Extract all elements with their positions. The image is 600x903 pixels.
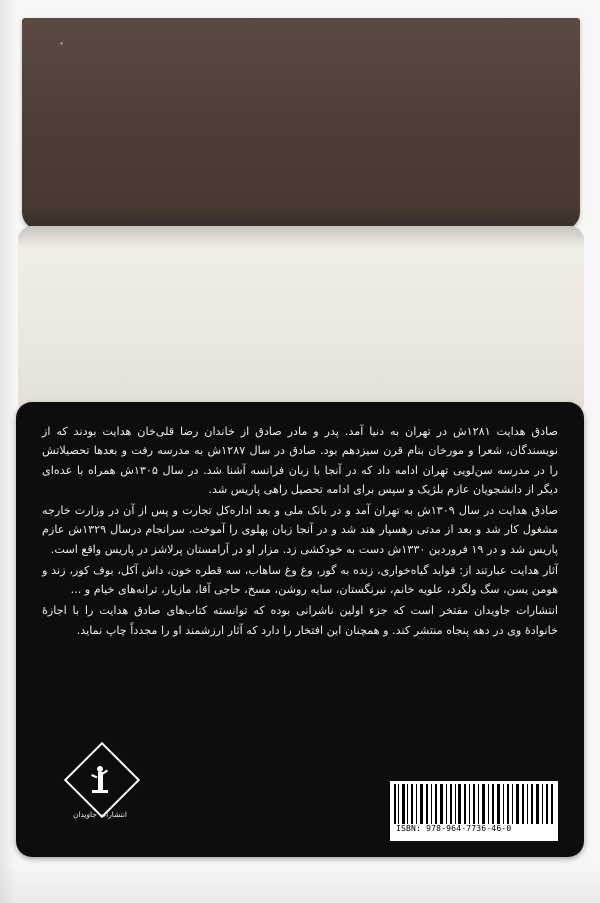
- scan-edge-left: [0, 0, 16, 903]
- blurb-paragraph: انتشارات جاویدان مفتخر است که جزء اولین ناشرانی بوده که توانسته کتاب‌های صادق هدایت را با اجازهٔ خانوادهٔ وی در دهه پنجاه منتشر کند. و همچنان این افتخار را دارد که آثار ارزشمند او را مجدداً چاپ نماید.: [42, 604, 558, 637]
- blurb-paragraph: صادق هدایت ۱۲۸۱ش در تهران به دنیا آمد. پدر و مادر صادق از خاندان رضا قلی‌خان هدایت بودند که از نویسندگان، شعرا و مورخان بنام قرن سیزدهم بود. صادق در سال ۱۲۸۷ش به مدرسه رفت و بعدها تحصیلاتش را در مدرسه سن‌لویی تهران ادامه داد که در آنجا با زبان فرانسه آشنا شد. در سال ۱۳۰۵ش همراه با عده‌ای دیگر از دانشجویان عازم بلژیک و سپس برای ادامه تحصیل راهی پاریس شد.: [42, 425, 558, 496]
- scan-edge-bottom: [0, 863, 600, 903]
- publisher-logo: [64, 753, 136, 839]
- isbn-text: ISBN: 978-964-7736-46-0: [396, 824, 512, 833]
- cover-top-panel: [22, 18, 580, 230]
- cover-black-panel: [16, 402, 584, 857]
- cover-speck: [60, 42, 63, 45]
- barcode: [390, 781, 558, 841]
- statue-icon: [90, 764, 110, 794]
- cover-middle-shadow: [18, 226, 584, 248]
- blurb-paragraph: صادق هدایت در سال ۱۳۰۹ش به تهران آمد و در بانک ملی و بعد اداره‌کل تجارت و پس از آن در وزارت خارجه مشغول کار شد و بعد از مدتی رهسپار هند شد و در آنجا زبان پهلوی را آموخت. سرانجام درسال ۱۳۲۹ش عازم پاریس شد و در ۱۹ فروردین ۱۳۳۰ش دست به خودکشی زد. مزار او در آرامستان پرلاشز در پاریس واقع است.: [42, 504, 558, 556]
- blurb-paragraph: آثار هدایت عبارتند از: فواید گیاه‌خواری، زنده به گور، وغ وغ ساهاب، سه قطره خون، داش آکل، بوف کور، زند و هومن یسن، سگ ولگرد، علویه خانم، نیرنگستان، سایه روشن، مسخ، حاجی آقا، مازیار، ترانه‌های خیام و ...: [42, 563, 558, 597]
- barcode-bars: [394, 784, 554, 824]
- back-cover-blurb: [42, 422, 558, 640]
- cover-middle-panel: [18, 226, 584, 408]
- publisher-name: انتشارات جاویدان: [73, 810, 127, 819]
